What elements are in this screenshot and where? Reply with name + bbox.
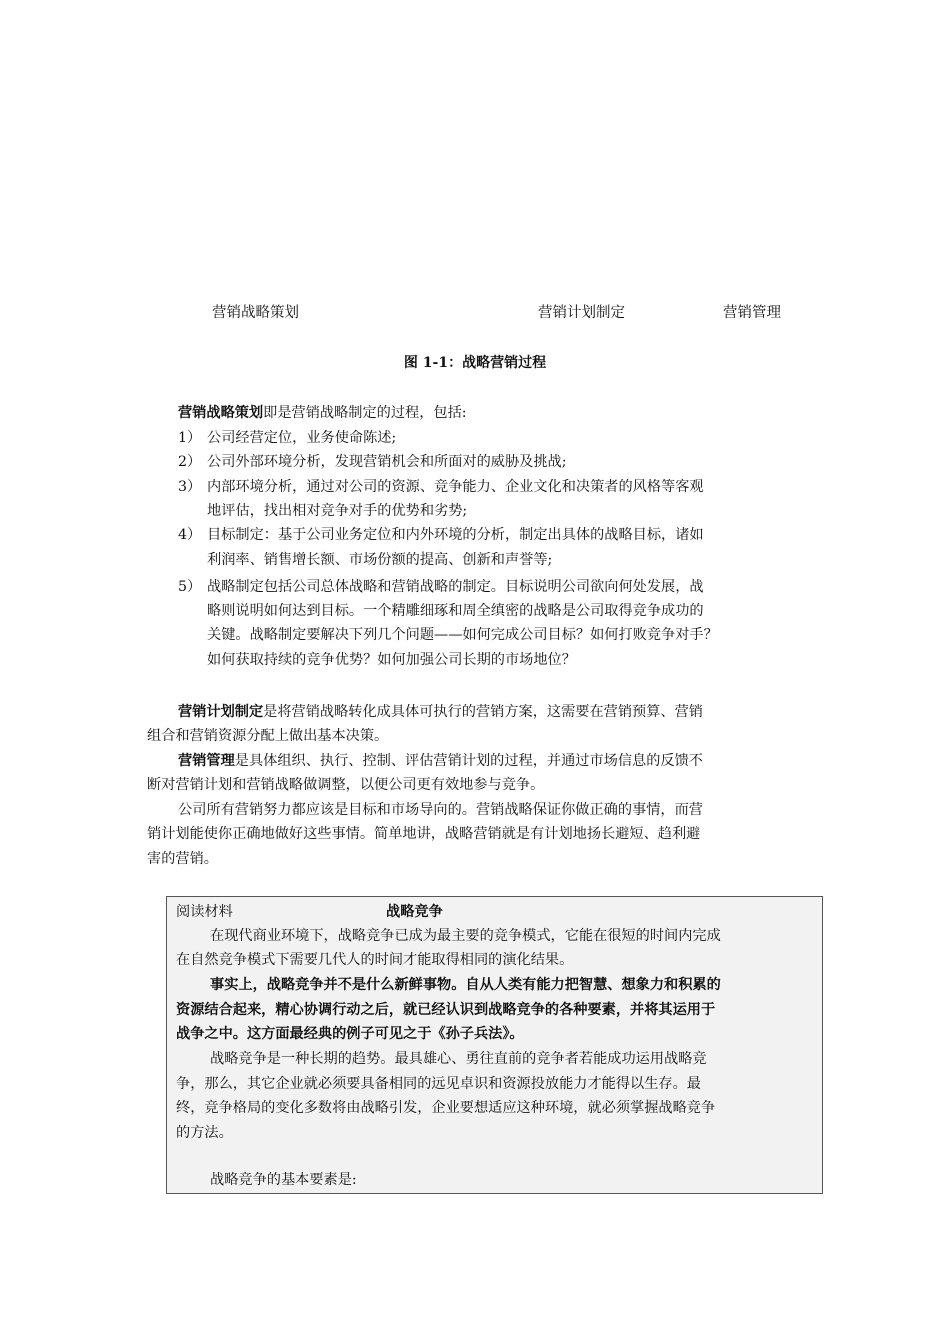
reading-p2-line: 战争之中。这方面最经典的例子可见之于《孙子兵法》。 [176,1026,524,1042]
mgmt-paragraph-line: 断对营销计划和营销战略做调整，以便公司更有效地参与竞争。 [147,777,545,793]
list-item-number: 4） [178,527,202,543]
planning-intro-text: 即是营销战略制定的过程，包括: [263,405,467,421]
list-item-text: 目标制定：基于公司业务定位和内外环境的分析，制定出具体的战略目标，诸如 [207,527,704,543]
reading-p3-line: 争，那么，其它企业就必须要具备相同的远见卓识和资源投放能力才能得以生存。最 [176,1076,701,1092]
list-item-text: 内部环境分析，通过对公司的资源、竞争能力、企业文化和决策者的风格等客观 [207,479,704,495]
plan-text: 是将营销战略转化成具体可执行的营销方案，这需要在营销预算、营销 [263,704,703,720]
reading-p2-line: 资源结合起来，精心协调行动之后，就已经认识到战略竞争的各种要素，并将其运用于 [176,1002,716,1018]
list-item-text: 如何获取持续的竞争优势？如何加强公司长期的市场地位？ [207,652,576,668]
reading-p3-line: 的方法。 [176,1125,233,1141]
mgmt-paragraph-line [178,751,703,771]
list-item-text: 公司经营定位，业务使命陈述; [207,430,397,446]
list-item-number: 2） [178,454,202,470]
plan-paragraph-line [178,702,703,722]
reading-p3-line: 终，竞争格局的变化多数将由战略引发，企业要想适应这种环境，就必须掌握战略竞争 [176,1100,716,1116]
stage-label-plan: 营销计划制定 [538,305,625,321]
planning-intro [178,403,467,423]
reading-p4-line: 战略竞争的基本要素是: [210,1172,357,1188]
list-item-text: 地评估，找出相对竞争对手的优势和劣势; [207,503,468,519]
mgmt-text: 是具体组织、执行、控制、评估营销计划的过程，并通过市场信息的反馈不 [234,753,703,769]
summary-paragraph-line: 销计划能使你正确地做好这些事情。简单地讲，战略营销就是有计划地扬长避短、趋利避 [147,826,701,842]
plan-paragraph-line: 组合和营销资源分配上做出基本决策。 [147,728,389,744]
list-item-text: 略则说明如何达到目标。一个精雕细琢和周全缜密的战略是公司取得竞争成功的 [207,603,704,619]
reading-p1-line: 在自然竞争模式下需要几代人的时间才能取得相同的演化结果。 [176,952,574,968]
list-item-text: 战略制定包括公司总体战略和营销战略的制定。目标说明公司欲向何处发展，战 [207,579,704,595]
plan-term: 营销计划制定 [178,704,264,720]
stage-label-planning: 营销战略策划 [212,305,299,321]
figure-caption: 图 1-1：战略营销过程 [403,355,547,371]
summary-paragraph-line: 害的营销。 [147,851,218,867]
list-item-number: 5） [178,579,202,595]
mgmt-term: 营销管理 [178,753,235,769]
list-item-text: 利润率、销售增长额、市场份额的提高、创新和声誉等; [207,552,553,568]
reading-p3-line: 战略竞争是一种长期的趋势。最具雄心、勇往直前的竞争者若能成功运用战略竞 [210,1051,707,1067]
reading-p2-line: 事实上，战略竞争并不是什么新鲜事物。自从人类有能力把智慧、想象力和积累的 [210,977,721,993]
list-item-text: 公司外部环境分析，发现营销机会和所面对的威胁及挑战; [207,454,567,470]
reading-label: 阅读材料 [176,904,233,920]
summary-paragraph-line: 公司所有营销努力都应该是目标和市场导向的。营销战略保证你做正确的事情，而营 [178,802,703,818]
list-item-text: 关键。战略制定要解决下列几个问题——如何完成公司目标？如何打败竞争对手？ [207,627,718,643]
list-item-number: 3） [178,479,202,495]
reading-material-box [166,896,823,1194]
reading-title: 战略竞争 [386,904,443,920]
stage-label-management: 营销管理 [723,305,781,321]
reading-p1-line: 在现代商业环境下，战略竞争已成为最主要的竞争模式，它能在很短的时间内完成 [210,928,721,944]
list-item-number: 1） [178,430,202,446]
planning-term: 营销战略策划 [178,405,264,421]
